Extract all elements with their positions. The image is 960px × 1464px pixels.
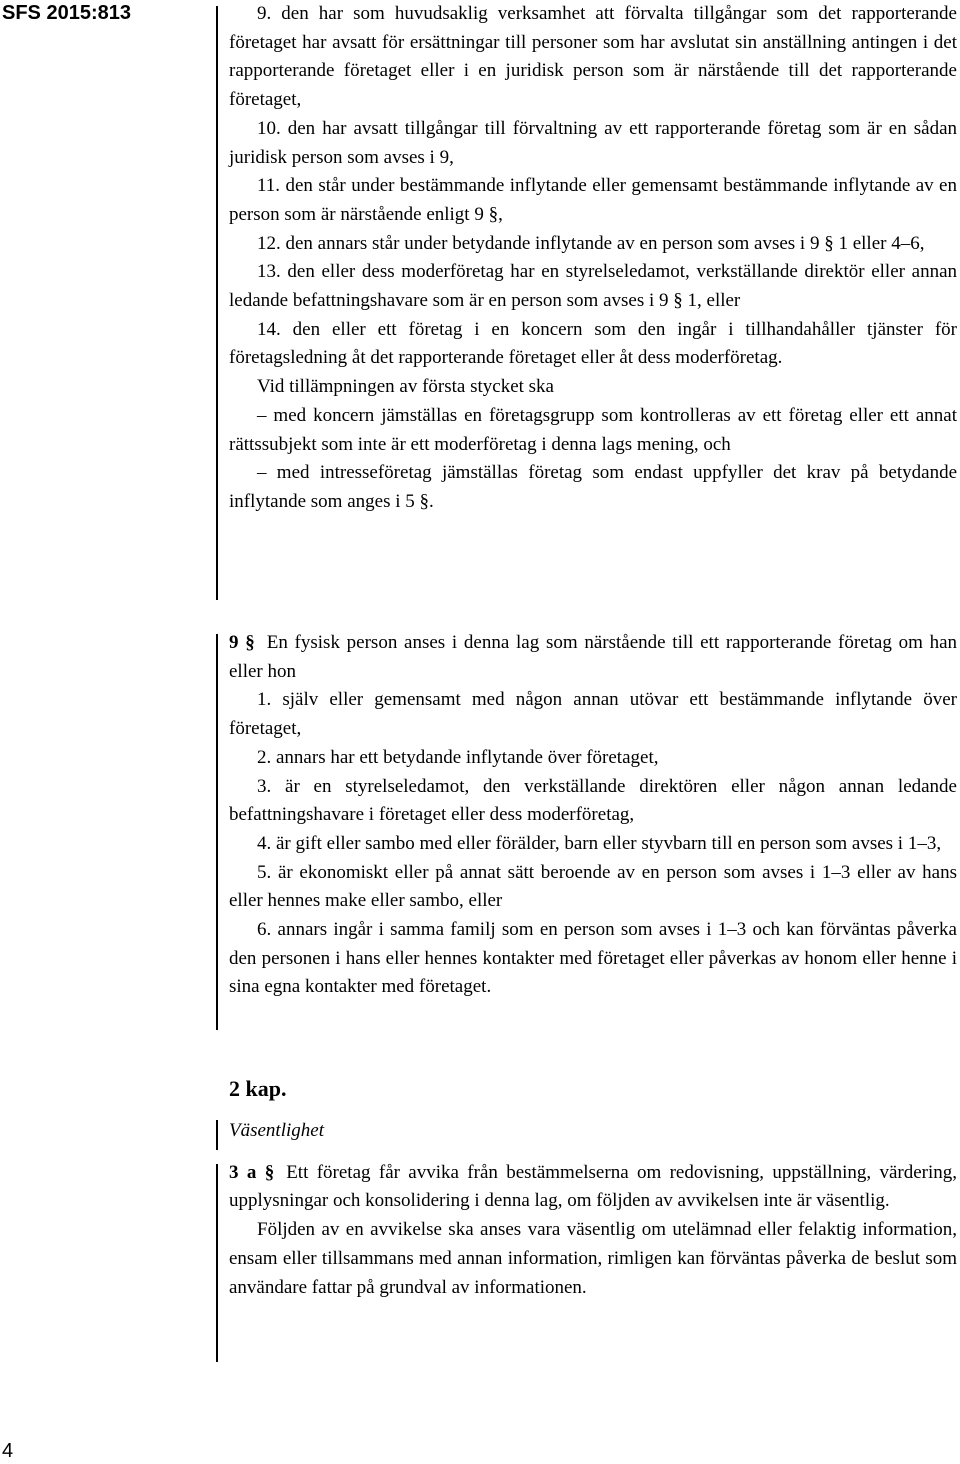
section-3a-paragraph-2: Följden av en avvikelse ska anses vara väsentlig om utelämnad eller felaktig information, ensam eller tillsammans med annan information, rimligen kan förväntas påverka de beslut som användare fattar på grundval av informationen. xyxy=(229,1219,957,1298)
section-3a-text xyxy=(229,1159,957,1216)
document-reference: SFS 2015:813 xyxy=(2,2,131,24)
section-9 xyxy=(229,629,957,1002)
application-intro: Vid tillämpningen av första stycket ska xyxy=(257,376,554,398)
section-9-intro-text: En fysisk person anses i denna lag som närstående till ett rapporterande företag om han eller hon xyxy=(229,632,958,682)
list-item: 14. den eller ett företag i en koncern som den ingår i tillhandahåller tjänster för företagsledning åt det rapporterande företaget eller åt dess moderföretag. xyxy=(229,318,957,369)
list-item: 12. den annars står under betydande inflytande av en person som avses i 9 § 1 eller 4–6, xyxy=(257,232,925,254)
change-bar xyxy=(216,6,218,600)
list-item: 13. den eller dess moderföretag har en styrelseledamot, verkställande direktör eller annan ledande befattningshavare som är en person som avses i 9 § 1, eller xyxy=(229,261,957,312)
list-item: 3. är en styrelseledamot, den verkställande direktören eller någon annan ledande befattningshavare i företaget eller dess moderföretag, xyxy=(229,775,957,826)
section-label: 9 § xyxy=(229,632,255,653)
list-item: 2. annars har ett betydande inflytande över företaget, xyxy=(257,746,659,768)
application-item: – med intresseföretag jämställas företag som endast uppfyller det krav på betydande inflytande som anges i 5 §. xyxy=(229,462,957,512)
page-number: 4 xyxy=(2,1440,14,1462)
change-bar xyxy=(216,1120,218,1150)
list-item: 10. den har avsatt tillgångar till förvaltning av ett rapporterande företag som är en sådan juridisk person som avses i 9, xyxy=(229,117,957,168)
list-item: 4. är gift eller sambo med eller förälder, barn eller styvbarn till en person som avses i 1–3, xyxy=(257,832,942,854)
change-bar xyxy=(216,1164,218,1362)
change-bar xyxy=(216,634,218,1030)
section-rubric: Väsentlighet xyxy=(229,1120,324,1141)
chapter-title: 2 kap. xyxy=(229,1076,287,1101)
list-item: 6. annars ingår i samma familj som en person som avses i 1–3 och kan förväntas påverka den personen i hans eller hennes kontakter med företaget eller påverkas av honom eller henne i sina egna kontakter med företaget. xyxy=(229,919,957,998)
list-item: 1. själv eller gemensamt med någon annan utövar ett bestämmande inflytande över företaget, xyxy=(229,689,957,740)
section-label: 3 a § xyxy=(229,1161,275,1183)
list-item: 5. är ekonomiskt eller på annat sätt beroende av en person som avses i 1–3 eller av hans eller hennes make eller sambo, eller xyxy=(229,861,957,912)
list-item: 9. den har som huvudsaklig verksamhet att förvalta tillgångar som det rapporterande företaget har avsatt för ersättningar till personer som har avslutat sin anställning antingen i det rapporterande företaget eller i en juridisk person som är närstående till det rapporterande företaget, xyxy=(229,3,957,111)
section-9-intro xyxy=(229,629,957,686)
application-item: – med koncern jämställas en företagsgrupp som kontrolleras av ett företag eller ett annat rättssubjekt som inte är ett moderföretag i denna lags mening, och xyxy=(229,404,957,455)
chapter-2 xyxy=(229,1074,957,1302)
section-3a-paragraph: Ett företag får avvika från bestämmelserna om redovisning, uppställning, värdering, upplysningar och konsolidering i denna lag, om följden av avvikelsen inte är väsentlig. xyxy=(229,1161,957,1212)
list-item: 11. den står under bestämmande inflytande eller gemensamt bestämmande inflytande av en person som är närstående enligt 9 §, xyxy=(229,175,957,225)
section-8-continuation xyxy=(229,0,957,517)
